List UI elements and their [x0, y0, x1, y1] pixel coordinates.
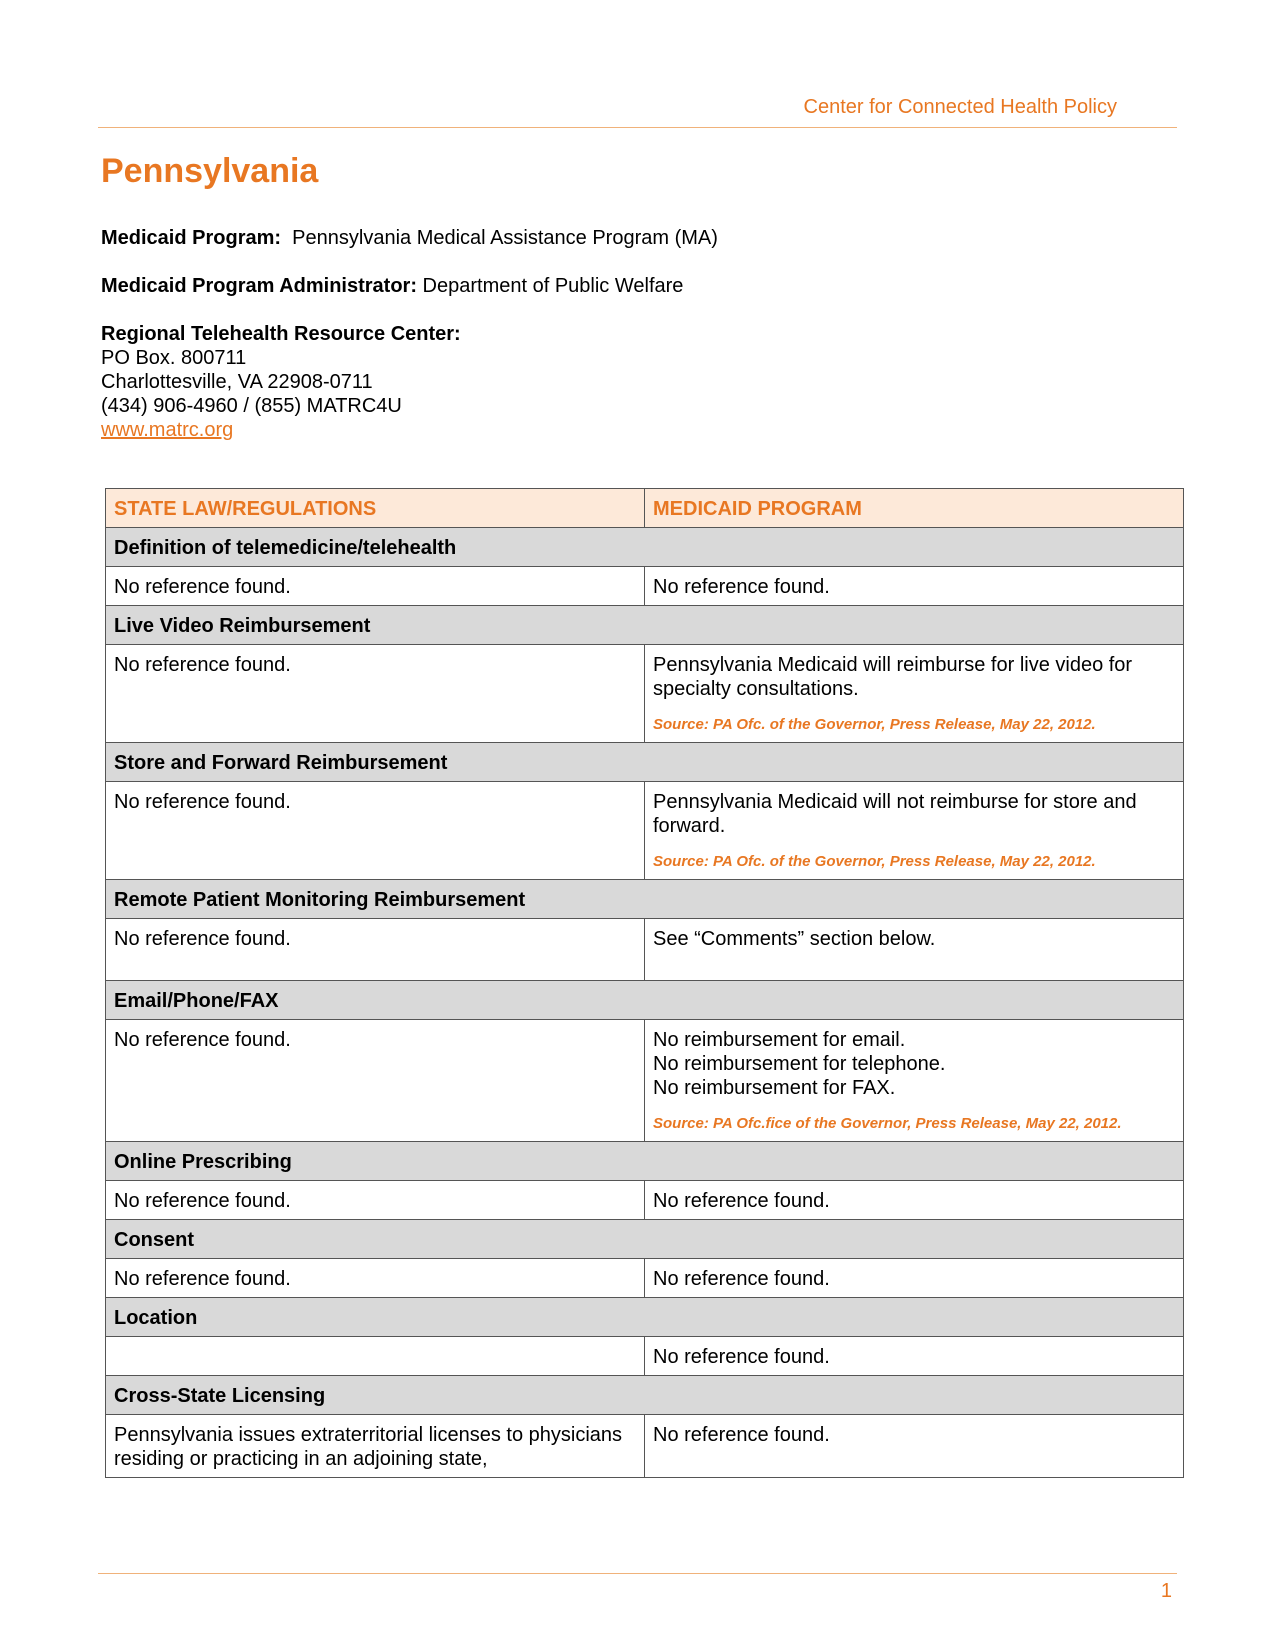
source-citation: Source: PA Ofc. of the Governor, Press Release, May 22, 2012.	[653, 853, 1096, 870]
footer-divider	[98, 1573, 1177, 1574]
section-header-row	[106, 1142, 1184, 1181]
state-law-cell: No reference found.	[106, 567, 645, 606]
medicaid-cell: See “Comments” section below.	[645, 919, 1184, 981]
resource-center-phone: (434) 906-4960 / (855) MATRC4U	[101, 395, 402, 417]
section-header-row	[106, 528, 1184, 567]
source-citation: Source: PA Ofc.fice of the Governor, Press Release, May 22, 2012.	[653, 1115, 1122, 1132]
state-law-cell: No reference found.	[106, 1020, 645, 1142]
column-header-state-law: STATE LAW/REGULATIONS	[106, 489, 645, 528]
table-row	[106, 567, 1184, 606]
medicaid-text: Pennsylvania Medicaid will not reimburse for store and forward.	[653, 791, 1137, 837]
section-title: Definition of telemedicine/telehealth	[106, 528, 1184, 567]
medicaid-cell	[645, 782, 1184, 880]
administrator-value: Department of Public Welfare	[422, 275, 684, 297]
section-header-row	[106, 1376, 1184, 1415]
medicaid-cell	[645, 1020, 1184, 1142]
medicaid-line-fax: No reimbursement for FAX.	[653, 1077, 896, 1099]
medicaid-cell: No reference found.	[645, 1259, 1184, 1298]
medicaid-program-info	[101, 226, 718, 250]
resource-center-address-line1: PO Box. 800711	[101, 347, 247, 369]
section-header-row	[106, 1220, 1184, 1259]
state-law-cell: No reference found.	[106, 1259, 645, 1298]
source-citation: Source: PA Ofc. of the Governor, Press Release, May 22, 2012.	[653, 716, 1096, 733]
section-header-row	[106, 880, 1184, 919]
medicaid-line-telephone: No reimbursement for telephone.	[653, 1053, 946, 1075]
table-row	[106, 1020, 1184, 1142]
medicaid-text: Pennsylvania Medicaid will reimburse for live video for specialty consultations.	[653, 654, 1133, 700]
page-number: 1	[1160, 1580, 1172, 1602]
section-title: Online Prescribing	[106, 1142, 1184, 1181]
section-title: Cross-State Licensing	[106, 1376, 1184, 1415]
state-law-cell: No reference found.	[106, 919, 645, 981]
section-header-row	[106, 743, 1184, 782]
resource-center-label: Regional Telehealth Resource Center:	[101, 323, 461, 345]
section-title: Store and Forward Reimbursement	[106, 743, 1184, 782]
section-header-row	[106, 606, 1184, 645]
state-law-cell: No reference found.	[106, 1181, 645, 1220]
section-title: Email/Phone/FAX	[106, 981, 1184, 1020]
medicaid-cell: No reference found.	[645, 567, 1184, 606]
policy-table	[105, 488, 1184, 1478]
resource-center-info	[101, 322, 461, 442]
table-row	[106, 1181, 1184, 1220]
resource-center-address-line2: Charlottesville, VA 22908-0711	[101, 371, 373, 393]
administrator-info	[101, 274, 683, 298]
section-header-row	[106, 981, 1184, 1020]
medicaid-program-value: Pennsylvania Medical Assistance Program (MA)	[292, 227, 718, 249]
state-law-cell: No reference found.	[106, 645, 645, 743]
section-header-row	[106, 1298, 1184, 1337]
medicaid-program-label: Medicaid Program:	[101, 227, 282, 249]
medicaid-cell	[645, 645, 1184, 743]
medicaid-cell: No reference found.	[645, 1337, 1184, 1376]
table-row	[106, 1259, 1184, 1298]
section-title: Consent	[106, 1220, 1184, 1259]
column-header-medicaid: MEDICAID PROGRAM	[645, 489, 1184, 528]
table-row	[106, 1337, 1184, 1376]
medicaid-cell: No reference found.	[645, 1181, 1184, 1220]
table-row	[106, 919, 1184, 981]
header-divider	[98, 127, 1177, 128]
table-row	[106, 1415, 1184, 1478]
table-header-row	[106, 489, 1184, 528]
page-title: Pennsylvania	[101, 152, 319, 190]
section-title: Remote Patient Monitoring Reimbursement	[106, 880, 1184, 919]
header-org-name: Center for Connected Health Policy	[803, 96, 1117, 118]
resource-center-website-link[interactable]: www.matrc.org	[101, 419, 234, 441]
section-title: Live Video Reimbursement	[106, 606, 1184, 645]
table-row	[106, 782, 1184, 880]
medicaid-line-email: No reimbursement for email.	[653, 1029, 906, 1051]
section-title: Location	[106, 1298, 1184, 1337]
state-law-cell	[106, 1337, 645, 1376]
table-row	[106, 645, 1184, 743]
medicaid-cell: No reference found.	[645, 1415, 1184, 1478]
state-law-cell: No reference found.	[106, 782, 645, 880]
state-law-cell: Pennsylvania issues extraterritorial licenses to physicians residing or practicing in an adjoining state,	[106, 1415, 645, 1478]
administrator-label: Medicaid Program Administrator:	[101, 275, 417, 297]
